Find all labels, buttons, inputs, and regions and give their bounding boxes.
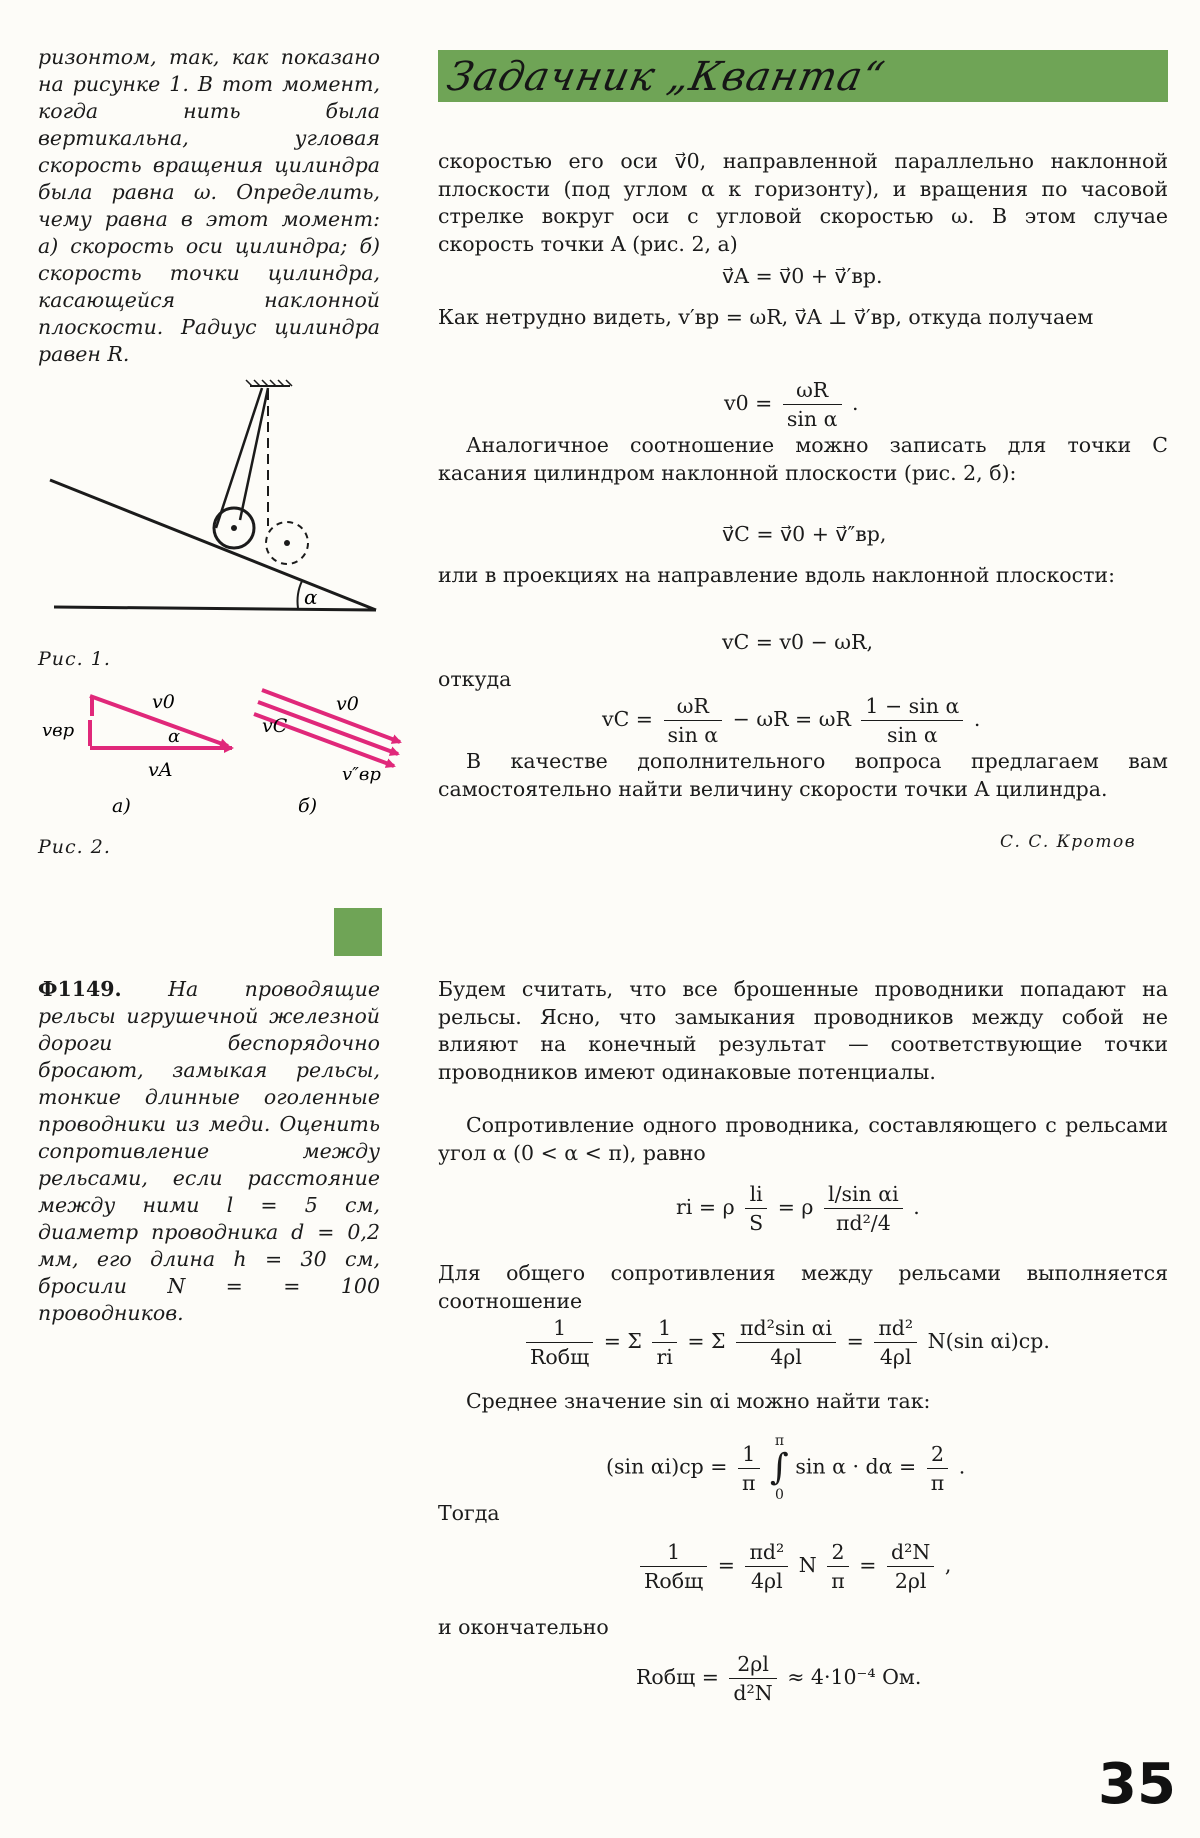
angle-label: α bbox=[304, 585, 318, 609]
top-right-p6 bbox=[438, 748, 1168, 803]
solution-p5 bbox=[438, 1500, 1168, 1528]
fraction bbox=[526, 1316, 593, 1369]
formula-part: , bbox=[944, 1553, 952, 1577]
numerator: ωR bbox=[664, 694, 723, 721]
formula-part: . bbox=[973, 707, 981, 731]
fraction bbox=[827, 1540, 848, 1593]
b-v0-label: v0 bbox=[336, 693, 359, 715]
numerator: 1 − sin α bbox=[861, 694, 963, 721]
solution-p2 bbox=[438, 1112, 1168, 1167]
figure-2-caption: Рис. 2. bbox=[38, 836, 111, 858]
denominator: sin α bbox=[786, 407, 838, 431]
formula-vc-result bbox=[602, 694, 980, 747]
fraction bbox=[738, 1442, 759, 1495]
figure-2 bbox=[40, 680, 420, 830]
formula-r-total bbox=[522, 1316, 1050, 1369]
numerator: 2 bbox=[927, 1442, 948, 1469]
denominator: 4ρl bbox=[751, 1569, 783, 1593]
paragraph: В качестве дополнительного вопроса предлагаем вам самостоятельно найти величину скорости точки A цилиндра. bbox=[438, 749, 1168, 801]
denominator: π bbox=[930, 1470, 945, 1495]
banner-title: Задачник „Кванта“ bbox=[443, 54, 889, 100]
fraction bbox=[736, 1316, 836, 1369]
top-right-p3 bbox=[438, 432, 1168, 487]
problem-text-continued: ризонтом, так, как показано на рисунке 1. В тот момент, когда нить была вертикальна, угловая скорость вращения цилиндра была равна ω. Определить, чему равна в этот момент: а) скорость оси цилиндра; б) скорость точки цилиндра, касающейся наклонной плоскости. Радиус цилиндра равен R. bbox=[38, 45, 380, 366]
formula-part: Rобщ = bbox=[636, 1665, 719, 1689]
fraction bbox=[652, 1316, 676, 1369]
numerator: πd² bbox=[874, 1316, 917, 1343]
solution-p6 bbox=[438, 1614, 1168, 1642]
numerator: 2 bbox=[827, 1540, 848, 1567]
fraction bbox=[887, 1540, 934, 1593]
formula-part: . bbox=[958, 1454, 966, 1479]
solution-p3 bbox=[438, 1260, 1168, 1315]
formula-part: (sin αi)ср = bbox=[606, 1454, 728, 1479]
fraction bbox=[729, 1652, 776, 1705]
denominator: 4ρl bbox=[879, 1345, 912, 1369]
formula-part: sin α · dα = bbox=[795, 1454, 917, 1479]
formula-sin-mean bbox=[606, 1432, 965, 1504]
denominator: π bbox=[742, 1470, 756, 1495]
integral-lower: 0 bbox=[774, 1487, 784, 1503]
author: С. С. Кротов bbox=[1000, 832, 1137, 852]
problem-number: Ф1149. bbox=[38, 977, 122, 1001]
solution-p4 bbox=[438, 1388, 1168, 1416]
fraction bbox=[783, 378, 842, 431]
fraction bbox=[745, 1540, 788, 1593]
numerator: 2ρl bbox=[729, 1652, 776, 1679]
denominator: sin α bbox=[887, 723, 938, 747]
paragraph: Аналогичное соотношение можно записать для точки C касания цилиндром наклонной плоскости (рис. 2, б): bbox=[438, 433, 1168, 485]
formula-part: − ωR = ωR bbox=[732, 707, 851, 731]
thread-right bbox=[240, 388, 268, 520]
numerator: 1 bbox=[738, 1442, 759, 1469]
denominator: Rобщ bbox=[530, 1345, 590, 1369]
formula-part: . bbox=[913, 1195, 920, 1219]
top-right-p1 bbox=[438, 148, 1168, 258]
paragraph: или в проекциях на направление вдоль наклонной плоскости: bbox=[438, 563, 1115, 587]
formula-part: vC = bbox=[602, 707, 653, 731]
figure-1 bbox=[40, 378, 390, 618]
integral bbox=[770, 1432, 789, 1504]
a-alpha-label: α bbox=[168, 726, 181, 747]
numerator: li bbox=[745, 1182, 767, 1209]
formula-part: v0 = bbox=[724, 391, 773, 415]
formula-part: = Σ bbox=[603, 1329, 642, 1353]
b-vc-label: vC bbox=[262, 715, 288, 737]
formula-part: . bbox=[852, 391, 859, 415]
formula-vc: v⃗C = v⃗0 + v⃗″вр, bbox=[722, 522, 887, 546]
paragraph: Будем считать, что все брошенные проводники попадают на рельсы. Ясно, что замыкания проводников между собой не влияют на конечный результат — соответствующие точки проводников имеют одинаковые потенциалы. bbox=[438, 977, 1168, 1084]
formula-v0 bbox=[724, 378, 859, 431]
denominator: sin α bbox=[667, 723, 719, 747]
thread-left bbox=[216, 388, 262, 528]
angle-arc bbox=[298, 581, 302, 608]
solution-p1 bbox=[438, 976, 1168, 1086]
formula-part: = Σ bbox=[687, 1329, 726, 1353]
paragraph: Для общего сопротивления между рельсами выполняется соотношение bbox=[438, 1261, 1168, 1313]
fraction bbox=[664, 694, 723, 747]
denominator: Rобщ bbox=[644, 1569, 704, 1593]
formula-part: N(sin αi)ср. bbox=[927, 1329, 1050, 1353]
formula-part: = bbox=[846, 1329, 864, 1353]
formula-part: = bbox=[859, 1553, 877, 1577]
integral-upper: π bbox=[774, 1433, 785, 1449]
denominator: d²N bbox=[733, 1681, 773, 1705]
formula-r-total-2 bbox=[636, 1540, 951, 1593]
numerator: 1 bbox=[526, 1316, 593, 1343]
incline-line bbox=[50, 480, 376, 610]
a-va-label: vA bbox=[148, 759, 173, 781]
formula-vc-projection: vC = v0 − ωR, bbox=[722, 630, 873, 654]
top-right-p2 bbox=[438, 304, 1168, 332]
problem-text: На проводящие рельсы игрушечной железной дороги беспорядочно бросают, замыкая рельсы, тонкие длинные оголенные проводники из меди. Оценить сопротивление между рельсами, если расстояние между ними l = 5 см, диаметр проводника d = 0,2 мм, его длина h = 30 см, бросили N = = 100 проводников. bbox=[38, 977, 380, 1325]
header-banner bbox=[438, 50, 1168, 102]
fraction bbox=[861, 694, 963, 747]
numerator: l/sin αi bbox=[824, 1182, 903, 1209]
formula-va: v⃗A = v⃗0 + v⃗′вр. bbox=[722, 264, 883, 288]
denominator: ri bbox=[656, 1345, 673, 1369]
denominator: 4ρl bbox=[770, 1345, 802, 1369]
denominator: π bbox=[831, 1569, 845, 1593]
top-right-p4 bbox=[438, 562, 1168, 590]
denominator: πd²/4 bbox=[835, 1211, 891, 1235]
fraction bbox=[824, 1182, 903, 1235]
paragraph: Тогда bbox=[438, 1501, 500, 1525]
formula-part: N bbox=[798, 1553, 817, 1577]
ground-line bbox=[54, 607, 376, 610]
fig2-b-label: б) bbox=[298, 795, 318, 817]
page-number: 35 bbox=[1098, 1752, 1176, 1817]
numerator: d²N bbox=[887, 1540, 934, 1567]
denominator: S bbox=[749, 1211, 764, 1235]
fraction bbox=[745, 1182, 767, 1235]
formula-part: ≈ 4·10⁻⁴ Ом. bbox=[787, 1665, 922, 1689]
fraction bbox=[927, 1442, 948, 1495]
formula-final bbox=[636, 1652, 921, 1705]
denominator: 2ρl bbox=[894, 1569, 927, 1593]
top-left-problem bbox=[38, 44, 380, 368]
paragraph: откуда bbox=[438, 667, 512, 691]
numerator: 1 bbox=[640, 1540, 707, 1567]
numerator: 1 bbox=[652, 1316, 676, 1343]
figure-1-caption: Рис. 1. bbox=[38, 648, 111, 670]
formula-part: = bbox=[717, 1553, 735, 1577]
numerator: πd² bbox=[745, 1540, 788, 1567]
formula-part: ri = ρ bbox=[676, 1195, 735, 1219]
fig2-a-label: а) bbox=[112, 795, 131, 817]
fraction bbox=[640, 1540, 707, 1593]
a-v0-label: v0 bbox=[152, 691, 175, 713]
a-vvr-label: vвр bbox=[42, 720, 75, 741]
paragraph: Среднее значение sin αi можно найти так: bbox=[466, 1389, 931, 1413]
dashed-axis bbox=[284, 540, 290, 546]
numerator: πd²sin αi bbox=[736, 1316, 836, 1343]
problem-f1149 bbox=[38, 976, 380, 1327]
formula-part: = ρ bbox=[777, 1195, 814, 1219]
section-marker bbox=[334, 908, 382, 956]
paragraph: скоростью его оси v⃗0, направленной параллельно наклонной плоскости (под углом α к горизонту), и вращения по часовой стрелке вокруг оси с угловой скоростью ω. В этом случае скорость точки A (рис. 2, а) bbox=[438, 149, 1168, 256]
paragraph: и окончательно bbox=[438, 1615, 609, 1639]
cylinder-axis bbox=[231, 525, 237, 531]
integral-sign: ∫ bbox=[770, 1447, 789, 1488]
b-vvr-label: v″вр bbox=[342, 764, 381, 785]
formula-ri bbox=[676, 1182, 920, 1235]
paragraph: Сопротивление одного проводника, составляющего с рельсами угол α (0 < α < π), равно bbox=[438, 1113, 1168, 1165]
numerator: ωR bbox=[783, 378, 842, 405]
paragraph: Как нетрудно видеть, v′вр = ωR, v⃗A ⊥ v⃗′вр, откуда получаем bbox=[438, 305, 1094, 329]
fraction bbox=[874, 1316, 917, 1369]
top-right-p5 bbox=[438, 666, 1168, 694]
